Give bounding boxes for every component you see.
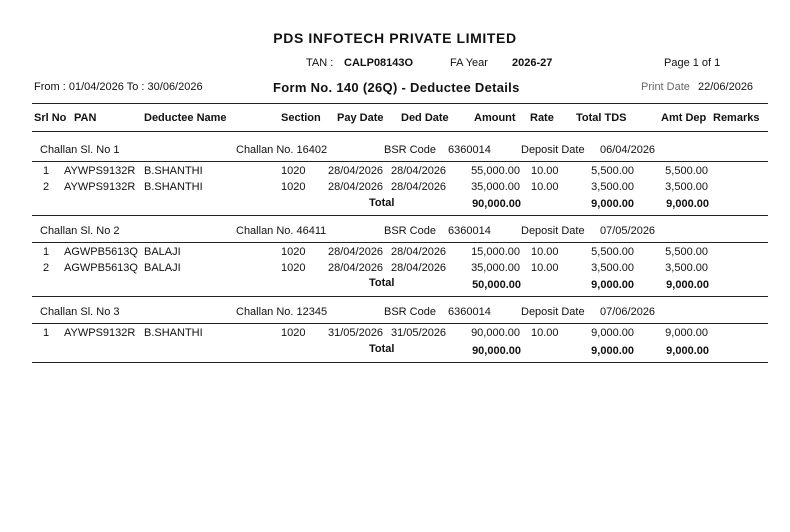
- row-ded-date: 28/04/2026: [391, 262, 447, 274]
- row-deductee-name: B.SHANTHI: [144, 327, 203, 339]
- challan-number: Challan No. 12345: [236, 306, 328, 318]
- fa-year-value: 2026-27: [512, 57, 553, 69]
- row-rate: 10.00: [531, 262, 559, 274]
- row-rate: 10.00: [531, 327, 559, 339]
- row-deductee-name: BALAJI: [144, 246, 181, 258]
- row-total-tds: 5,500.00: [591, 246, 634, 258]
- row-rate: 10.00: [531, 165, 559, 177]
- row-ded-date: 28/04/2026: [391, 165, 447, 177]
- bsr-code-value: 6360014: [448, 225, 491, 237]
- total-amt-dep: 9,000.00: [666, 279, 709, 291]
- row-rate: 10.00: [531, 246, 559, 258]
- row-deductee-name: B.SHANTHI: [144, 181, 203, 193]
- challan-serial: Challan Sl. No 1: [40, 144, 120, 156]
- row-amount: 35,000.00: [471, 262, 520, 274]
- challan-serial: Challan Sl. No 3: [40, 306, 120, 318]
- row-total-tds: 5,500.00: [591, 165, 634, 177]
- col-header-rate: Rate: [530, 112, 554, 124]
- row-section: 1020: [281, 327, 306, 339]
- row-pay-date: 31/05/2026: [328, 327, 384, 339]
- row-section: 1020: [281, 262, 306, 274]
- row-section: 1020: [281, 181, 306, 193]
- total-label: Total: [369, 277, 395, 289]
- bsr-code-value: 6360014: [448, 144, 491, 156]
- tan-label: TAN :: [306, 57, 334, 69]
- row-pay-date: 28/04/2026: [328, 262, 384, 274]
- row-amount: 90,000.00: [471, 327, 520, 339]
- row-section: 1020: [281, 165, 306, 177]
- print-date-value: 22/06/2026: [698, 81, 754, 93]
- tan-value: CALP08143O: [344, 57, 414, 69]
- row-amt-dep: 9,000.00: [665, 327, 708, 339]
- challan-number: Challan No. 46411: [236, 225, 327, 237]
- row-pan: AYWPS9132R: [64, 165, 136, 177]
- deposit-date-label: Deposit Date: [521, 306, 585, 318]
- total-amount: 90,000.00: [472, 198, 521, 210]
- total-tds: 9,000.00: [591, 198, 634, 210]
- total-amount: 90,000.00: [472, 345, 521, 357]
- col-header-name: Deductee Name: [144, 112, 227, 124]
- row-srl: 1: [43, 165, 50, 177]
- row-pan: AYWPS9132R: [64, 181, 136, 193]
- deposit-date-value: 07/06/2026: [600, 306, 656, 318]
- deposit-date-value: 06/04/2026: [600, 144, 656, 156]
- row-srl: 2: [43, 181, 50, 193]
- row-amount: 15,000.00: [471, 246, 520, 258]
- total-tds: 9,000.00: [591, 279, 634, 291]
- challan-rule: [32, 161, 768, 162]
- row-ded-date: 28/04/2026: [391, 246, 447, 258]
- challan-number: Challan No. 16402: [236, 144, 328, 156]
- col-header-pay-date: Pay Date: [337, 112, 384, 124]
- col-header-amt-dep: Amt Dep: [661, 112, 707, 124]
- total-amt-dep: 9,000.00: [666, 345, 709, 357]
- row-amount: 35,000.00: [471, 181, 520, 193]
- challan-divider: [32, 215, 768, 216]
- challan-rule: [32, 323, 768, 324]
- header-rule-bottom: [32, 131, 768, 132]
- form-title: Form No. 140 (26Q) - Deductee Details: [273, 80, 520, 95]
- row-amt-dep: 3,500.00: [665, 262, 708, 274]
- row-pan: AGWPB5613Q: [64, 262, 138, 274]
- total-amt-dep: 9,000.00: [666, 198, 709, 210]
- row-pan: AYWPS9132R: [64, 327, 136, 339]
- report-end-rule: [32, 362, 768, 363]
- row-srl: 1: [43, 246, 50, 258]
- total-label: Total: [369, 197, 395, 209]
- challan-divider: [32, 296, 768, 297]
- row-pan: AGWPB5613Q: [64, 246, 138, 258]
- row-amt-dep: 5,500.00: [665, 165, 708, 177]
- col-header-amount: Amount: [474, 112, 516, 124]
- row-total-tds: 3,500.00: [591, 181, 634, 193]
- row-amt-dep: 3,500.00: [665, 181, 708, 193]
- header-rule-top: [32, 103, 768, 104]
- col-header-srl: Srl No: [34, 112, 67, 124]
- challan-rule: [32, 242, 768, 243]
- col-header-total-tds: Total TDS: [576, 112, 627, 124]
- total-label: Total: [369, 343, 395, 355]
- row-ded-date: 28/04/2026: [391, 181, 447, 193]
- page-number: Page 1 of 1: [664, 57, 721, 69]
- report-period: From : 01/04/2026 To : 30/06/2026: [34, 81, 203, 93]
- col-header-remarks: Remarks: [713, 112, 760, 124]
- row-pay-date: 28/04/2026: [328, 246, 384, 258]
- deposit-date-label: Deposit Date: [521, 225, 585, 237]
- bsr-code-label: BSR Code: [384, 144, 436, 156]
- row-srl: 1: [43, 327, 50, 339]
- row-srl: 2: [43, 262, 50, 274]
- bsr-code-label: BSR Code: [384, 306, 436, 318]
- challan-serial: Challan Sl. No 2: [40, 225, 120, 237]
- print-date-label: Print Date: [641, 81, 690, 93]
- row-rate: 10.00: [531, 181, 559, 193]
- company-name: PDS INFOTECH PRIVATE LIMITED: [273, 30, 517, 46]
- deposit-date-label: Deposit Date: [521, 144, 585, 156]
- row-pay-date: 28/04/2026: [328, 181, 384, 193]
- row-total-tds: 9,000.00: [591, 327, 634, 339]
- col-header-section: Section: [281, 112, 321, 124]
- row-deductee-name: B.SHANTHI: [144, 165, 203, 177]
- row-section: 1020: [281, 246, 306, 258]
- row-total-tds: 3,500.00: [591, 262, 634, 274]
- fa-year-label: FA Year: [450, 57, 488, 69]
- col-header-pan: PAN: [74, 112, 97, 124]
- row-pay-date: 28/04/2026: [328, 165, 384, 177]
- col-header-ded-date: Ded Date: [401, 112, 449, 124]
- total-amount: 50,000.00: [472, 279, 521, 291]
- row-deductee-name: BALAJI: [144, 262, 181, 274]
- row-amount: 55,000.00: [471, 165, 520, 177]
- deposit-date-value: 07/05/2026: [600, 225, 656, 237]
- bsr-code-label: BSR Code: [384, 225, 436, 237]
- total-tds: 9,000.00: [591, 345, 634, 357]
- row-ded-date: 31/05/2026: [391, 327, 447, 339]
- row-amt-dep: 5,500.00: [665, 246, 708, 258]
- bsr-code-value: 6360014: [448, 306, 491, 318]
